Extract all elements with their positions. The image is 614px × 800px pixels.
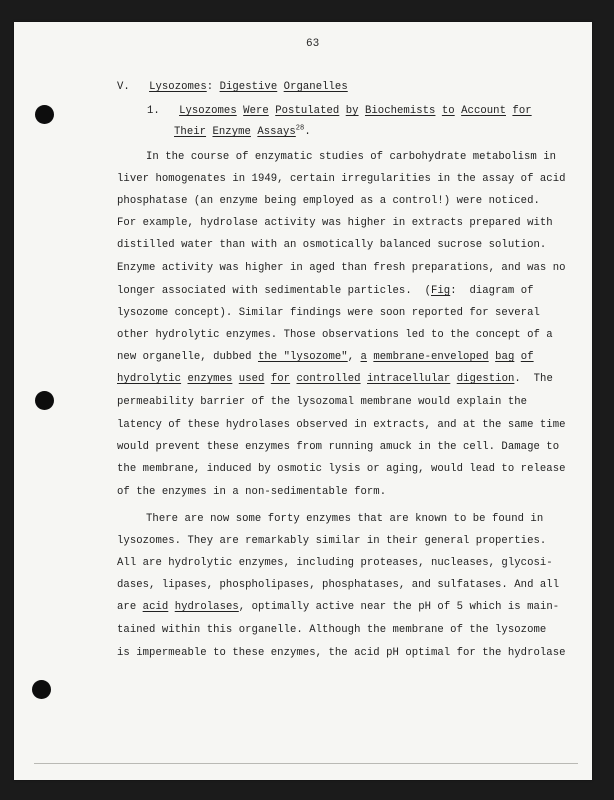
subsection-title-word: Were xyxy=(243,105,269,117)
paragraph-line: of the enzymes in a non-sedimentable form. xyxy=(117,486,387,498)
highlighted-term: membrane-enveloped xyxy=(373,351,489,363)
paragraph-line: latency of these hydrolases observed in extracts, and at the same time xyxy=(117,419,566,431)
paragraph-line: For example, hydrolase activity was higher in extracts prepared with xyxy=(117,217,553,229)
paragraph-line: dases, lipases, phospholipases, phosphatases, and sulfatases. And all xyxy=(117,579,560,591)
subsection-title-word: Account xyxy=(461,105,506,117)
subsection-title-word: for xyxy=(512,105,532,117)
subsection-number: 1. xyxy=(147,105,160,117)
paragraph-text: , optimally active near the pH of 5 which is main- xyxy=(238,601,560,613)
paragraph-text: new organelle, dubbed xyxy=(117,351,252,363)
highlighted-term: enzymes xyxy=(187,373,233,385)
paragraph-line: would prevent these enzymes from running amuck in the cell. Damage to xyxy=(117,441,560,453)
highlighted-term: hydrolases xyxy=(174,601,239,613)
highlighted-term: digestion xyxy=(456,373,515,385)
paragraph-line: phosphatase (an enzyme being employed as a control!) were noticed. xyxy=(117,195,540,207)
paragraph-text: The xyxy=(533,373,553,385)
paragraph-line-with-terms: new organelle, dubbed the "lysozome", a membrane-enveloped bag of xyxy=(117,351,534,363)
highlighted-term: of xyxy=(520,351,534,363)
paragraph-text: diagram of xyxy=(469,285,534,297)
figure-reference: Fig xyxy=(430,285,451,297)
subsection-heading xyxy=(147,105,532,117)
paragraph-line: Enzyme activity was higher in aged than fresh preparations, and was no xyxy=(117,262,566,274)
paragraph-line: There are now some forty enzymes that are known to be found in xyxy=(146,513,544,525)
binder-hole-top xyxy=(35,105,54,124)
section-title-word: Lysozomes xyxy=(149,81,207,93)
subsection-title-word: by xyxy=(345,105,359,117)
section-number: V. xyxy=(117,81,130,93)
paragraph-line: lysozome concept). Similar findings were soon reported for several xyxy=(117,307,540,319)
paragraph-line: All are hydrolytic enzymes, including proteases, nucleases, glycosi- xyxy=(117,557,553,569)
highlighted-term: the "lysozome" xyxy=(257,351,348,363)
paragraph-line: other hydrolytic enzymes. Those observations led to the concept of a xyxy=(117,329,553,341)
paragraph-line: distilled water than with an osmotically balanced sucrose solution. xyxy=(117,239,547,251)
paragraph-line: tained within this organelle. Although the membrane of the lysozome xyxy=(117,624,547,636)
binder-hole-middle xyxy=(35,391,54,410)
section-title-word: Digestive xyxy=(219,81,278,93)
subsection-title-word: Postulated xyxy=(275,105,340,117)
paragraph-line: liver homogenates in 1949, certain irregularities in the assay of acid xyxy=(117,173,566,185)
highlighted-term: for xyxy=(270,373,291,385)
binder-hole-bottom xyxy=(32,680,51,699)
highlighted-term: intracellular xyxy=(367,373,451,385)
footnote-reference: 28 xyxy=(295,124,305,133)
document-page xyxy=(14,22,592,780)
subsection-title-word: Their xyxy=(174,126,207,138)
subsection-title-word: Biochemists xyxy=(364,105,436,117)
paragraph-line-with-terms xyxy=(117,601,559,613)
subsection-title-word: Enzyme xyxy=(212,126,251,138)
paragraph-line: lysozomes. They are remarkably similar in their general properties. xyxy=(117,535,547,547)
subsection-title-word: Lysozomes xyxy=(179,105,237,117)
paragraph-text: longer associated with sedimentable particles. xyxy=(117,285,412,297)
highlighted-term: acid xyxy=(142,601,169,613)
highlighted-term: hydrolytic xyxy=(117,373,182,385)
paragraph-line: permeability barrier of the lysozomal membrane would explain the xyxy=(117,396,528,408)
highlighted-term: a xyxy=(360,351,367,363)
paragraph-line-with-figure-ref: longer associated with sedimentable particles. (Fig: diagram of xyxy=(117,285,534,297)
page-bottom-rule xyxy=(34,763,578,764)
paragraph-line: is impermeable to these enzymes, the acid pH optimal for the hydrolase xyxy=(117,647,566,659)
subsection-title-word: to xyxy=(441,105,455,117)
section-title-word: Organelles xyxy=(283,81,348,93)
highlighted-term: controlled xyxy=(296,373,361,385)
paragraph-line: the membrane, induced by osmotic lysis or aging, would lead to release xyxy=(117,463,566,475)
page-number: 63 xyxy=(306,38,320,50)
paragraph-text: are xyxy=(117,601,137,613)
paragraph-line-with-terms: hydrolytic enzymes used for controlled intracellular digestion. The xyxy=(117,373,553,385)
subsection-heading-line2: Their Enzyme Assays$^{28}$. xyxy=(174,124,311,138)
paragraph-line: In the course of enzymatic studies of carbohydrate metabolism in xyxy=(146,151,557,163)
subsection-title-word: Assays xyxy=(257,126,296,138)
section-heading: V. Lysozomes: Digestive Organelles xyxy=(117,81,348,93)
highlighted-term: bag xyxy=(495,351,515,363)
highlighted-term: used xyxy=(238,373,265,385)
